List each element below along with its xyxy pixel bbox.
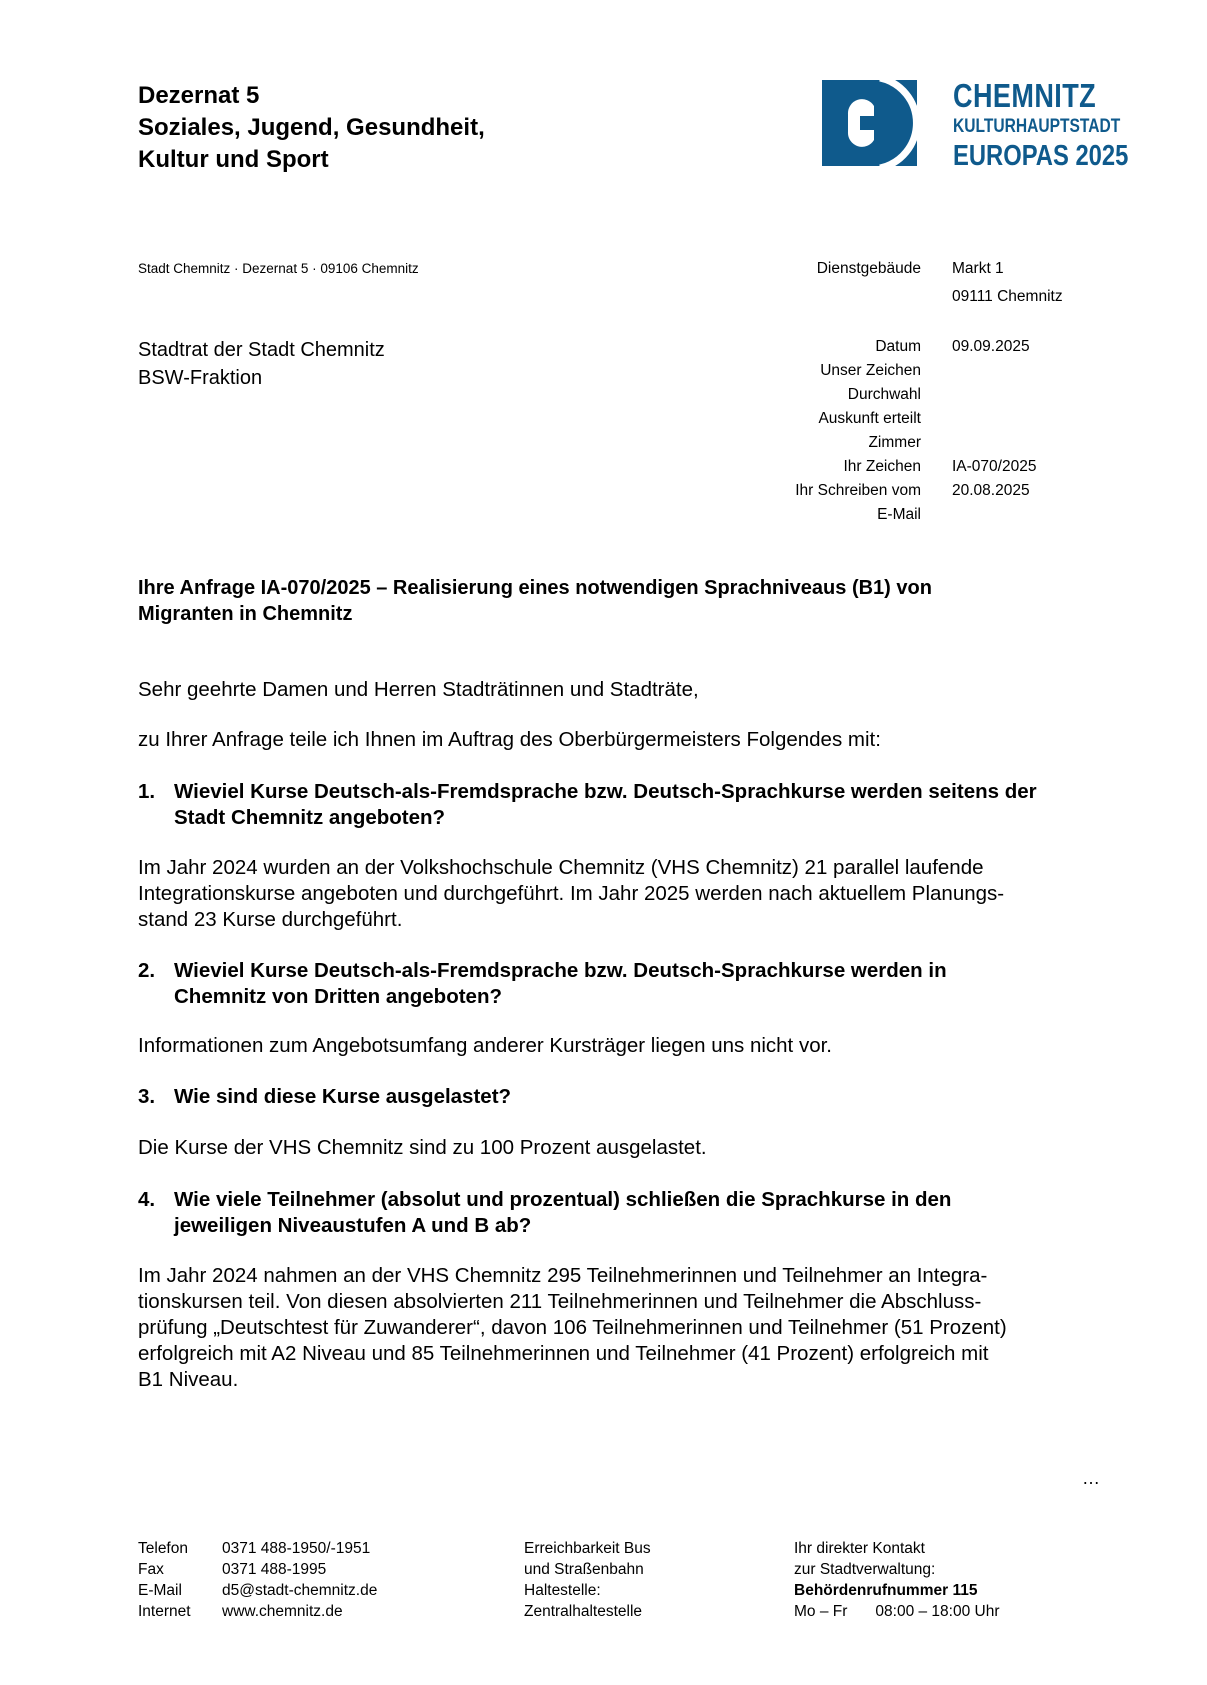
chemnitz-logo-wordmark [953,78,1128,172]
answer-line: stand 23 Kurse durchgeführt. [138,908,403,931]
answer-line: Im Jahr 2024 wurden an der Volkshochschule Chemnitz (VHS Chemnitz) 21 parallel laufende [138,856,984,879]
answer-line: erfolgreich mit A2 Niveau und 85 Teilnehmerinnen und Teilnehmer (41 Prozent) erfolgreich mit [138,1342,989,1365]
answer-line: prüfung „Deutschtest für Zuwanderer“, davon 106 Teilnehmerinnen und Teilnehmer (51 Prozent) [138,1316,1007,1339]
meta-label: Datum [875,338,921,355]
subject-line: Ihre Anfrage IA-070/2025 – Realisierung eines notwendigen Sprachniveaus (B1) von [138,577,932,599]
footer-transit [524,1538,651,1622]
footer-contact-labels [138,1538,191,1622]
footer-label: Internet [138,1603,191,1620]
answer-line: B1 Niveau. [138,1368,239,1391]
meta-label: Dienstgebäude [816,260,921,277]
meta-label: Durchwahl [847,386,921,403]
intro-paragraph: zu Ihrer Anfrage teile ich Ihnen im Auftrag des Oberbürgermeisters Folgendes mit: [138,728,881,751]
logo-line-year: EUROPAS 2025 [953,140,1129,172]
footer-direct-line: zur Stadtverwaltung: [794,1561,936,1578]
question-line: Chemnitz von Dritten angeboten? [174,985,502,1008]
recipient-line: BSW-Fraktion [138,367,263,389]
sender-address-line: Stadt Chemnitz · Dezernat 5 · 09106 Chemnitz [138,261,419,276]
department-heading [138,80,485,176]
answer-line: tionskursen teil. Von diesen absolvierten 211 Teilnehmerinnen und Teilnehmer die Abschluss- [138,1290,982,1313]
meta-value: Markt 1 [952,260,1004,277]
answer-line: Informationen zum Angebotsumfang anderer Kursträger liegen uns nicht vor. [138,1034,832,1057]
footer-website-link[interactable]: www.chemnitz.de [222,1603,343,1620]
logo-line-city: CHEMNITZ [953,77,1097,114]
question-number: 2. [138,959,156,982]
question-line: Wieviel Kurse Deutsch-als-Fremdsprache bzw. Deutsch-Sprachkurse werden in [174,959,947,982]
continuation-mark: … [1082,1468,1101,1488]
footer-email-link[interactable]: d5@stadt-chemnitz.de [222,1582,378,1599]
salutation: Sehr geehrte Damen und Herren Stadträtinnen und Stadträte, [138,678,699,701]
logo-line-title: KULTURHAUPTSTADT [953,116,1121,137]
footer-direct-line: Ihr direkter Kontakt [794,1540,925,1557]
meta-label: Zimmer [868,434,921,451]
footer-hotline: Behördenrufnummer 115 [794,1582,978,1599]
subject-line: Migranten in Chemnitz [138,603,353,625]
answer-line: Die Kurse der VHS Chemnitz sind zu 100 Prozent ausgelastet. [138,1136,707,1159]
footer-label: E-Mail [138,1582,182,1599]
meta-value: IA-070/2025 [952,458,1037,475]
meta-label: Ihr Zeichen [843,458,921,475]
letter-subject [138,575,932,627]
footer-contact-values [222,1538,377,1622]
footer-label: Fax [138,1561,164,1578]
answer-2 [138,1033,832,1059]
footer-fax: 0371 488-1995 [222,1561,327,1578]
meta-value: 09.09.2025 [952,338,1030,355]
meta-label: Ihr Schreiben vom [795,482,921,499]
meta-label: E-Mail [877,506,921,523]
answer-line: Integrationskurse angeboten und durchgeführt. Im Jahr 2025 werden nach aktuellem Planungs- [138,882,1005,905]
question-line: Stadt Chemnitz angeboten? [174,806,446,829]
department-line: Soziales, Jugend, Gesundheit, [138,114,485,141]
question-number: 4. [138,1188,156,1211]
meta-value: 09111 Chemnitz [952,288,1063,305]
answer-line: Im Jahr 2024 nahmen an der VHS Chemnitz 295 Teilnehmerinnen und Teilnehmer an Integra- [138,1264,988,1287]
footer-days: Mo – Fr [794,1603,848,1620]
chemnitz-c-logo-icon [822,80,917,166]
meta-value: 20.08.2025 [952,482,1030,499]
footer-transit-line: Zentralhaltestelle [524,1603,643,1620]
recipient-line: Stadtrat der Stadt Chemnitz [138,339,385,361]
question-number: 3. [138,1085,156,1108]
footer-hours-row [794,1601,1000,1622]
footer-hours: 08:00 – 18:00 Uhr [875,1603,1000,1620]
department-line: Dezernat 5 [138,82,260,109]
department-line: Kultur und Sport [138,146,329,173]
footer-transit-line: und Straßenbahn [524,1561,644,1578]
recipient-address [138,336,385,392]
footer-direct-contact [794,1538,1000,1622]
meta-label: Auskunft erteilt [818,410,921,427]
meta-label: Unser Zeichen [820,362,921,379]
answer-3 [138,1135,707,1161]
question-line: Wie sind diese Kurse ausgelastet? [174,1085,512,1108]
footer-phone: 0371 488-1950/-1951 [222,1540,371,1557]
question-line: jeweiligen Niveaustufen A und B ab? [174,1214,532,1237]
answer-1 [138,855,1004,933]
answer-4 [138,1263,1007,1393]
footer-transit-line: Haltestelle: [524,1582,601,1599]
question-line: Wie viele Teilnehmer (absolut und prozentual) schließen die Sprachkurse in den [174,1188,952,1211]
footer-label: Telefon [138,1540,188,1557]
question-number: 1. [138,780,156,803]
question-line: Wieviel Kurse Deutsch-als-Fremdsprache bzw. Deutsch-Sprachkurse werden seitens der [174,780,1037,803]
footer-transit-line: Erreichbarkeit Bus [524,1540,651,1557]
